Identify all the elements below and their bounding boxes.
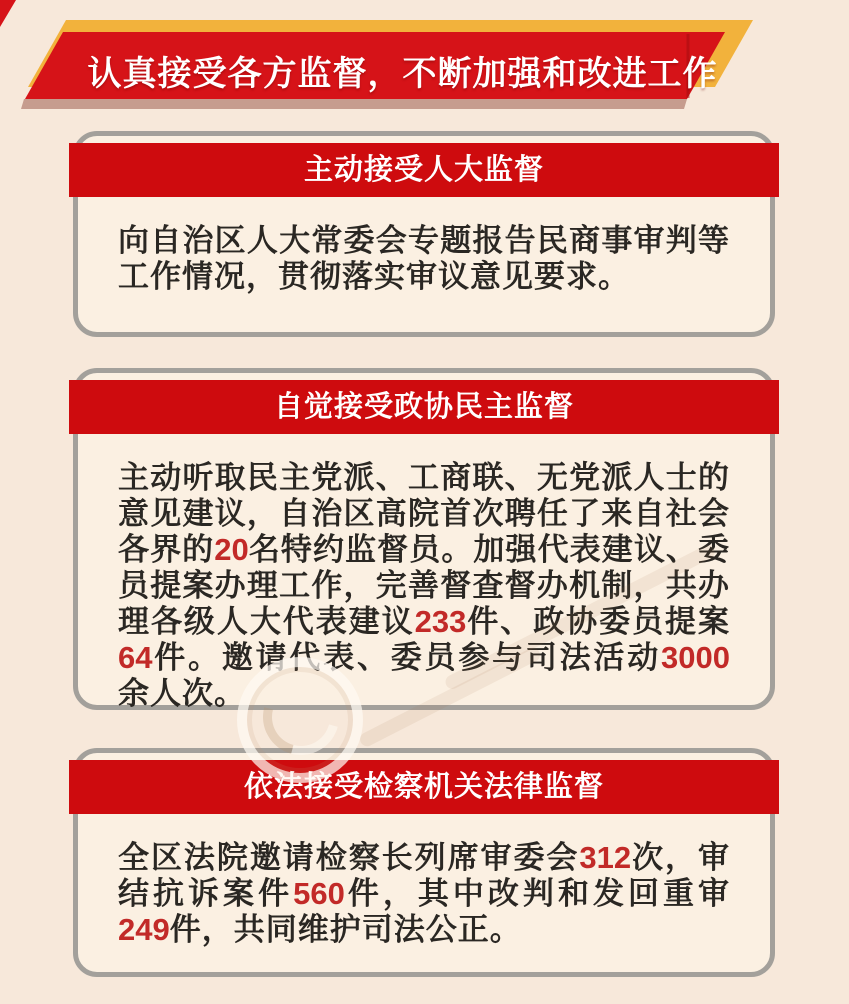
corner-sliver-shape — [0, 0, 16, 27]
card-procuratorate-supervision — [73, 748, 775, 977]
card-cppcc-body — [78, 460, 770, 712]
ribbon-shadow-shape — [21, 99, 687, 109]
card-cppcc-supervision — [73, 368, 775, 710]
body-text-segment: 件，共同维护司法公正。 — [169, 912, 522, 947]
banner — [0, 0, 849, 125]
stat-number: 64 — [118, 640, 153, 675]
stat-number: 249 — [118, 912, 170, 947]
stat-number: 560 — [293, 876, 345, 911]
card-cppcc-header: 自觉接受政协民主监督 — [69, 380, 779, 434]
body-text-segment: 全区法院邀请检察长列席审委会 — [118, 840, 580, 875]
stat-number: 312 — [579, 840, 632, 875]
banner-title: 认真接受各方监督，不断加强和改进工作 — [87, 55, 718, 93]
body-text-segment: 主动听取民主党派、工商联、无党派人士的意见建议，自治区高院首次聘任了来自社会各界的 — [118, 460, 730, 567]
stat-number: 3000 — [661, 640, 730, 675]
body-text-segment: 件、政协委员提案 — [466, 604, 731, 639]
body-text-segment: 件。邀请代表、委员参与司法活动 — [152, 640, 662, 675]
body-text-segment: 余人次。 — [118, 676, 246, 711]
body-text-segment: 名特约监督员。加强代表建议、委员提案办理工作，完善督查督办机制，共办理各级人大代表建议 — [118, 532, 731, 639]
stat-number: 233 — [414, 604, 467, 639]
card-procuratorate-body — [78, 840, 770, 948]
stat-number: 20 — [214, 532, 249, 567]
body-text-segment: 向自治区人大常委会专题报告民商事审判等工作情况，贯彻落实审议意见要求。 — [118, 223, 730, 294]
card-npc-body — [78, 223, 770, 295]
body-text-segment: 件，其中改判和发回重审 — [344, 876, 731, 911]
body-text-segment: 次，审结抗诉案件 — [118, 840, 731, 911]
card-npc-supervision — [73, 131, 775, 337]
card-procuratorate-header: 依法接受检察机关法律监督 — [69, 760, 779, 814]
card-npc-header: 主动接受人大监督 — [69, 143, 779, 197]
